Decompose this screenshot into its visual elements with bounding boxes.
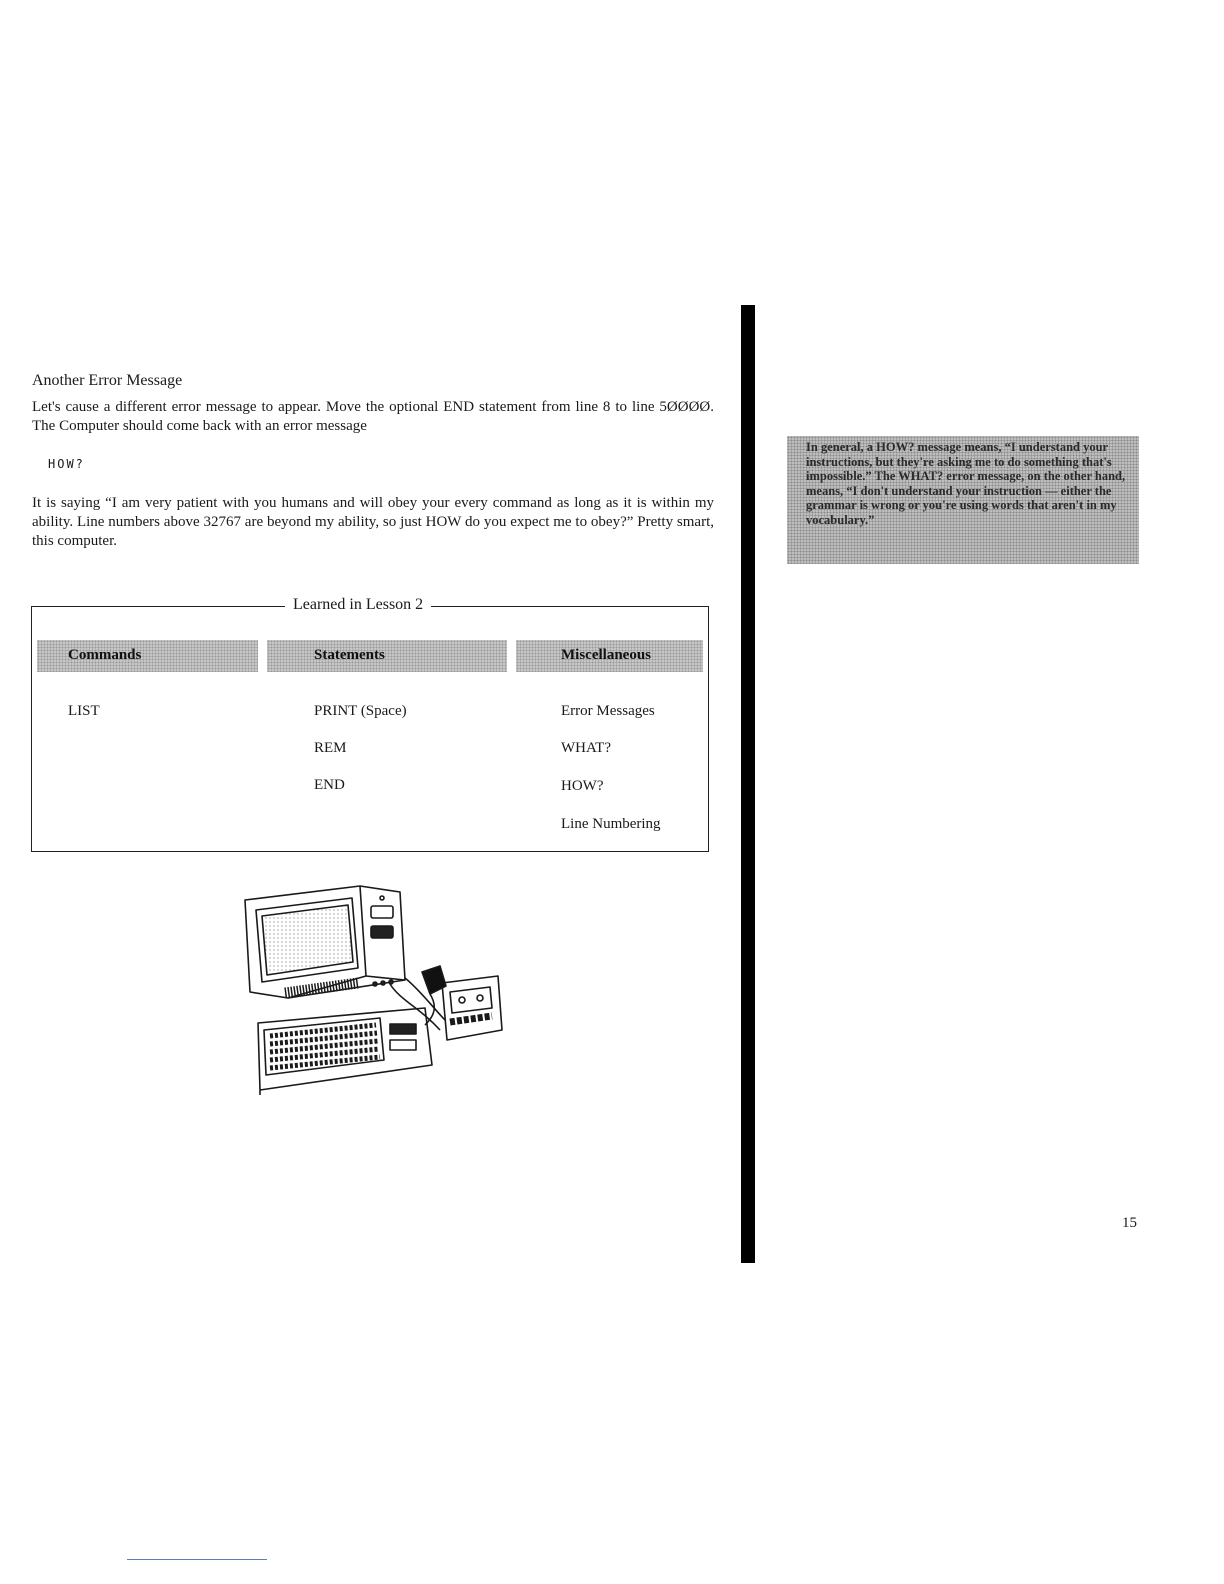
miscellaneous-header: Miscellaneous: [516, 640, 703, 672]
computer-illustration: [240, 880, 510, 1095]
footer-rule: [127, 1559, 267, 1560]
section-heading: Another Error Message: [32, 372, 183, 389]
explanation-paragraph: It is saying “I am very patient with you humans and will obey your every command as long as it is within my ability. Line numbers above 32767 are beyond my ability, so just HOW do you expect me to obey?” Pretty smart, this computer.: [32, 495, 714, 549]
statement-item: REM: [314, 740, 347, 756]
misc-item: Error Messages: [561, 703, 655, 719]
sidebar-note: In general, a HOW? message means, “I understand your instructions, but they're asking me to do something that's impossible.” The WHAT? error message, on the other hand, means, “I don't understand your instruction — either the grammar is wrong or you're using words that aren't in my vocabulary.”: [787, 436, 1139, 564]
misc-item: Line Numbering: [561, 816, 661, 832]
misc-item: HOW?: [561, 778, 604, 794]
intro-paragraph: Let's cause a different error message to appear. Move the optional END statement from line 8 to line 5ØØØØ. The Computer should come back with an error message: [32, 399, 714, 434]
statement-item: END: [314, 777, 345, 793]
page-number: 15: [1122, 1215, 1137, 1231]
code-output: HOW?: [48, 457, 85, 471]
commands-header: Commands: [37, 640, 258, 672]
page-spine-divider: [741, 305, 755, 1263]
misc-item: WHAT?: [561, 740, 611, 756]
statement-item: PRINT (Space): [314, 703, 407, 719]
lesson-box-title: Learned in Lesson 2: [285, 596, 431, 614]
command-item: LIST: [68, 703, 100, 719]
statements-header: Statements: [267, 640, 507, 672]
